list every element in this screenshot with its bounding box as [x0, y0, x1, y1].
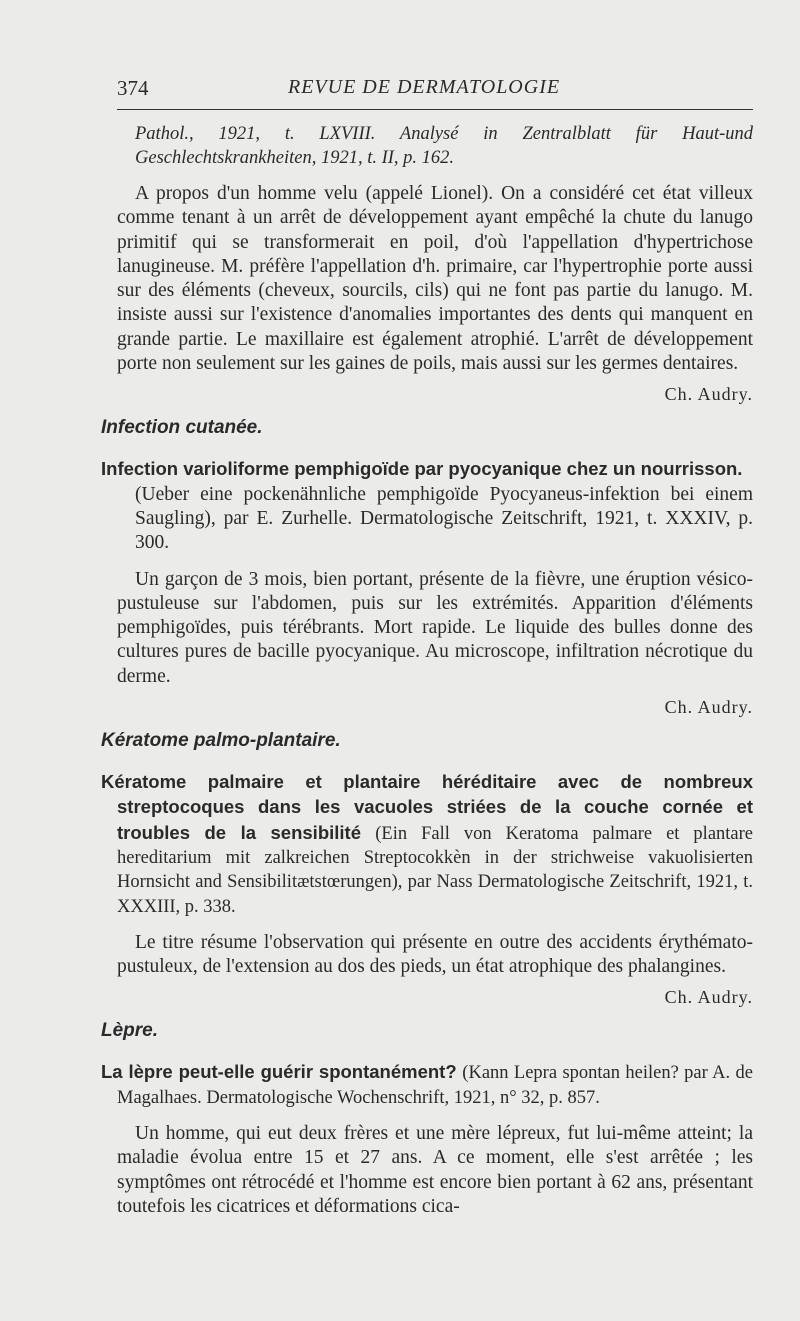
section-heading-keratome: Kératome palmo-plantaire.: [101, 730, 341, 752]
article-title-keratome: Kératome palmaire et plantaire héréditaire avec de nombreux streptocoques dans les vacuoles striées de la couche cornée et troubles de la sensibilité: [101, 771, 753, 843]
article-reference-lepre: (Kann Lepra spontan heilen? par A. de Magalhaes. Dermatologische Wochenschrift, 1921, n° 32, p. 857.: [117, 1063, 754, 1108]
article-keratome-header: [101, 770, 753, 919]
section-heading-infection: Infection cutanée.: [101, 417, 263, 439]
article-reference-infection: (Ueber eine pockenähnliche pemphigoïde Pyocyaneus-infektion bei einem Saugling), par E. Zurhelle. Dermatologische Zeitschrift, 1921, t. XXXIV, p. 300.: [135, 483, 753, 554]
article-title-infection: Infection varioliforme pemphigoïde par pyocyanique chez un nourrisson.: [101, 458, 743, 480]
article-lepre-header: [101, 1060, 753, 1110]
header-rule: [117, 109, 753, 110]
article-title-lepre: La lèpre peut-elle guérir spontanément?: [101, 1061, 457, 1083]
article-body-keratome: Le titre résume l'observation qui présente en outre des accidents érythémato-pustuleux, de l'extension au dos des pieds, un état atrophique des phalangines.: [117, 931, 753, 978]
page-content: [101, 122, 754, 1219]
intro-body: A propos d'un homme velu (appelé Lionel). On a considéré cet état villeux comme tenant à un arrêt de développement ayant empêché la chute du lanugo primitif qui se transformerait en poil, d'où l'appellation d'hypertrichose lanugineuse. M. préfère l'appellation d'h. primaire, car l'hypertrophie porte aussi sur des éléments (cheveux, sourcils, cils) qui ne font pas partie du lanugo. M. insiste aussi sur l'existence d'anomalies importantes des dents qui manquent en grande partie. Le maxillaire est également atrophié. L'arrêt de développement porte non seulement sur les gaines de poils, mais aussi sur les germes dentaires.: [117, 183, 753, 375]
article-reference-keratome: (Ein Fall von Keratoma palmare et plantare hereditarium mit zalkreichen Streptocokkèn in der strichweise vakuolisierten Hornsicht and Sensibilitætstœrungen), par Nass Dermatologische Zeitschrift, 1921, t. XXXIII, p. 338.: [117, 823, 753, 917]
article-signature-infection: Ch. Audry.: [664, 697, 753, 718]
running-title: REVUE DE DERMATOLOGIE: [288, 76, 561, 98]
section-heading-lepre: Lèpre.: [101, 1020, 159, 1042]
page-header: [117, 72, 753, 104]
intro-reference: Pathol., 1921, t. LXVIII. Analysé in Zentralblatt für Haut-und Geschlechtskrankheiten, 1921, t. II, p. 162.: [135, 124, 753, 168]
article-body-lepre: Un homme, qui eut deux frères et une mère lépreux, fut lui-même atteint; la maladie évolua entre 15 et 27 ans. A ce moment, elle s'est arrêtée ; les symptômes ont rétrocédé et l'homme est encore bien portant à 62 ans, présentant toutefois les cicatrices et déformations cica-: [117, 1123, 753, 1217]
page-number: 374: [117, 76, 149, 100]
article-body-infection: Un garçon de 3 mois, bien portant, présente de la fièvre, une éruption vésico-pustuleuse sur l'abdomen, puis sur les extrémités. Apparition d'éléments pemphigoïdes, puis térébrants. Mort rapide. Le liquide des bulles donne des cultures pures de bacille pyocyanique. Au microscope, infiltration nécrotique du derme.: [117, 568, 753, 687]
article-signature-keratome: Ch. Audry.: [664, 987, 753, 1008]
intro-signature: Ch. Audry.: [664, 384, 753, 405]
